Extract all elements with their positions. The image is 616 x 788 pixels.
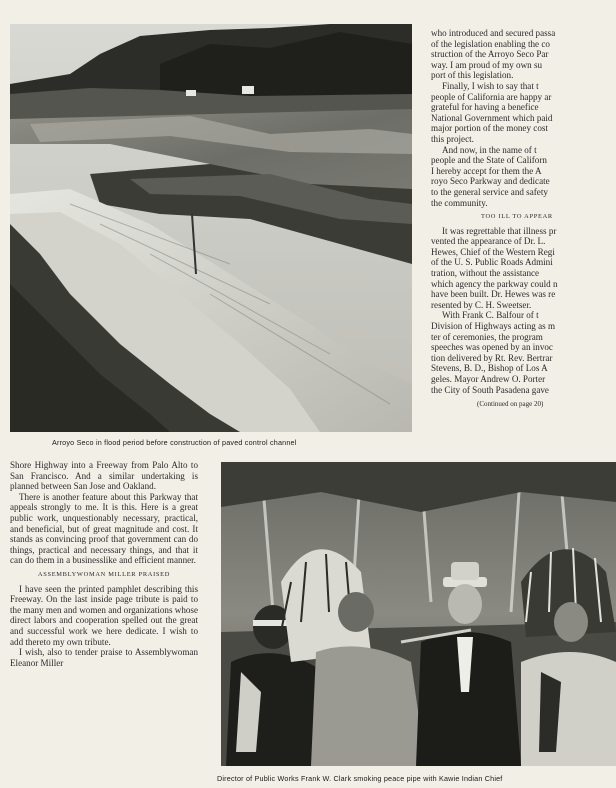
section-heading: TOO ILL TO APPEAR [481,213,553,221]
paragraph: There is another feature about this Parkway that appeals strongly to me. It is this. Here is a great public work, unquestionably necessary, practical, and beneficial, but of great magnitude and cost. It stands as convincing proof that government can do things, practical and necessary things, and that it can do them in a businesslike and efficient manner. [10,491,198,566]
text-line: Hewes, Chief of the Western Regi [431,246,555,257]
text-line: And now, in the name of t [442,144,537,155]
text-line: Division of Highways acting as m [431,321,556,332]
text-line: With Frank C. Balfour of t [442,310,539,321]
text-line: struction of the Arroyo Seco Par [431,49,549,60]
top-photo-caption: Arroyo Seco in flood period before construction of paved control channel [52,438,297,447]
text-line: I hereby accept for them the A [431,165,542,176]
paragraph: Shore Highway into a Freeway from Palo Alto to San Francisco. And a similar undertaking is planned between San Jose and Oakland. [10,460,198,492]
text-line: of the legislation enabling the co [431,38,550,49]
paragraph: I wish, also to tender praise to Assemblywoman Eleanor Miller [10,647,198,668]
text-line: grateful for having a benefice [431,102,539,113]
text-line: royo Seco Parkway and dedicate [431,176,550,187]
text-line: which agency the parkway could n [431,278,558,289]
flood-photo-drawing [10,24,412,432]
text-line: speeches was opened by an invoc [431,342,553,353]
text-line: vented the appearance of Dr. L. [431,236,546,247]
text-line: port of this legislation. [431,70,514,81]
text-line: the City of South Pasadena gave [431,384,549,395]
text-line: Finally, I wish to say that t [442,80,539,91]
left-text-column [10,460,198,668]
text-line: tion delivered by Rt. Rev. Bertrar [431,352,553,363]
text-line: way. I am proud of my own su [431,59,543,70]
text-line: geles. Mayor Andrew O. Porter [431,374,546,384]
text-line: this project. [431,133,474,144]
peace-pipe-photo [221,462,616,766]
text-line: resented by C. H. Sweetser. [431,299,532,310]
text-line: who introduced and secured passa [431,28,556,38]
section-heading: ASSEMBLYWOMAN MILLER PRAISED [37,570,171,578]
text-line: ter of ceremonies, the program [431,331,543,342]
right-text-column [431,28,616,410]
text-line: people and the State of Californ [431,155,547,166]
bottom-photo-caption: Director of Public Works Frank W. Clark smoking peace pipe with Kawie Indian Chief [217,774,503,783]
text-line: It was regrettable that illness pr [442,225,557,236]
text-line: Stevens, B. D., Bishop of Los A [431,363,548,374]
text-line: National Government which paid [431,112,553,123]
arroyo-seco-flood-photo [10,24,412,432]
text-line: of the U. S. Public Roads Admini [431,257,553,268]
continued-note: (Continued on page 20) [477,400,544,409]
peace-pipe-drawing [221,462,616,766]
text-line: people of California are happy ar [431,91,552,102]
text-line: have been built. Dr. Hewes was re [431,289,556,300]
text-line: to the general service and safety [431,186,548,197]
paragraph: I have seen the printed pamphlet describing this Freeway. On the last inside page tribute is paid to the many men and women and organizations whose direct labors and cooperation spelled out the great and successful work we here dedicate. I wish to add thereto my own tribute. [10,583,198,647]
text-line: major portion of the money cost [431,123,548,134]
text-line: the community. [431,197,488,208]
text-line: tration, without the assistance [431,268,540,279]
